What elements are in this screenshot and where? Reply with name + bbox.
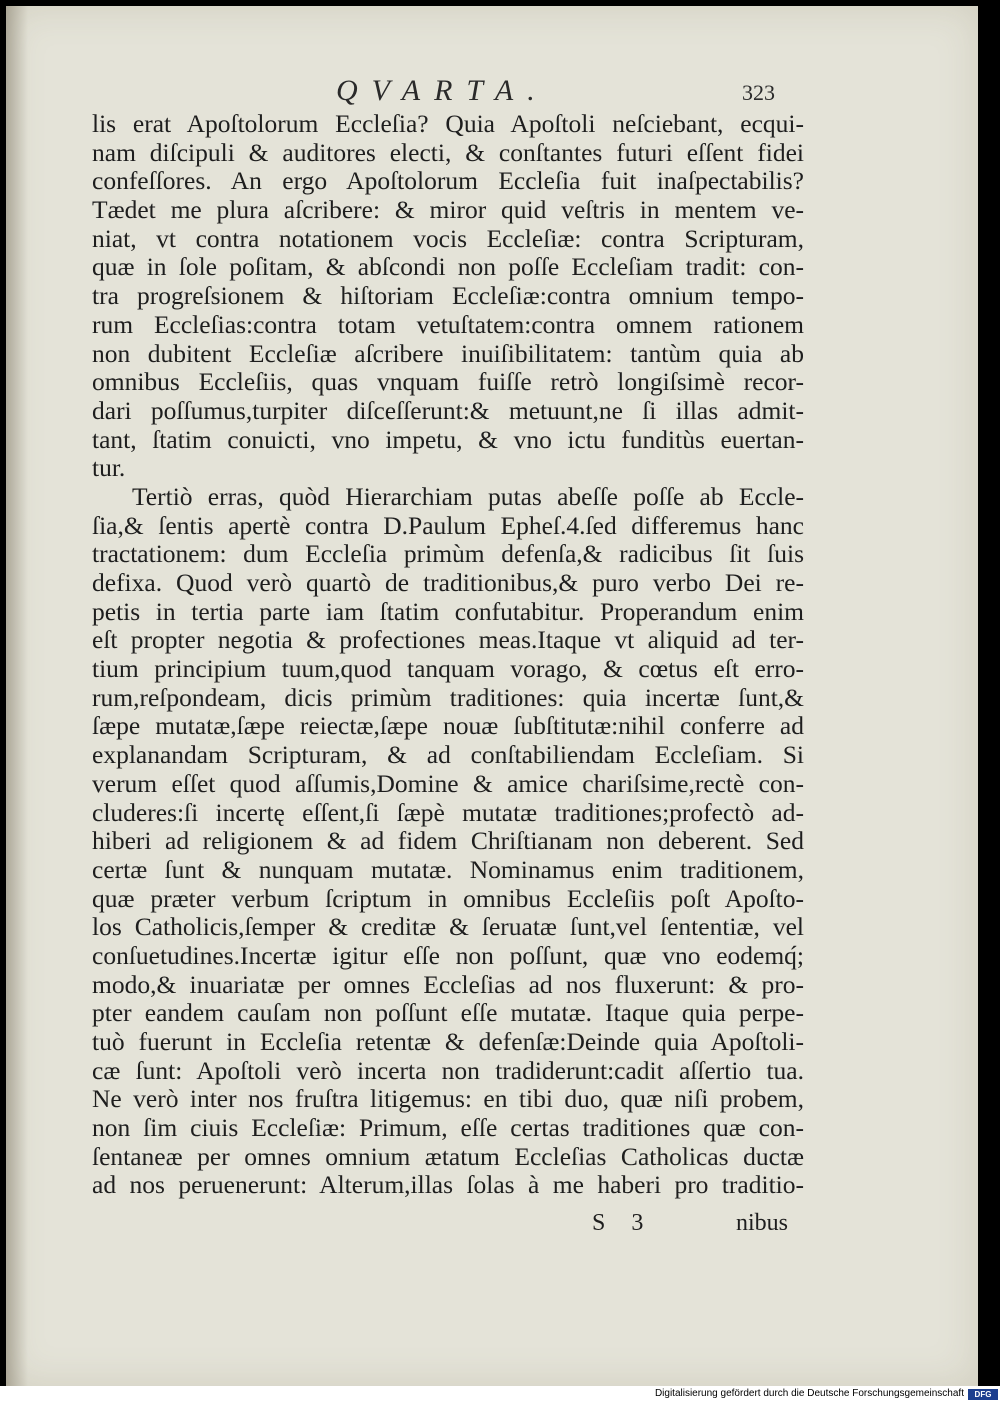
credit-bar: [0, 1386, 1000, 1404]
text-line: tractationem: dum Eccleſia primùm defenſa,& radicibus ſit ſuis: [92, 540, 804, 569]
text-line: los Catholicis,ſemper & creditæ & ſeruatæ ſunt,vel ſententiæ, vel: [92, 913, 804, 942]
text-line: quæ in ſole poſitam, & abſcondi non poſſe Eccleſiam tradit: con-: [92, 253, 804, 282]
text-line: rum Eccleſias:contra totam vetuſtatem:contra omnem rationem: [92, 310, 804, 339]
text-line: rum,reſpondeam, dicis primùm traditiones: quia incertæ ſunt,&: [92, 683, 804, 712]
text-line: modo,& inuariatæ per omnes Eccleſias ad nos fluxerunt: & pro-: [92, 970, 804, 999]
text-line: conſuetudines.Incertæ igitur eſſe non poſſunt, quæ vno eodemq́;: [92, 941, 804, 970]
text-line: eſt propter negotia & profectiones meas.Itaque vt aliquid ad ter-: [92, 626, 804, 655]
text-line: Tædet me plura aſcribere: & miror quid veſtris in mentem ve-: [92, 196, 804, 225]
text-line: petis in tertia parte iam ſtatim confutabitur. Properandum enim: [92, 597, 804, 626]
text-line: cluderes:ſi incertę eſſent,ſi ſæpè mutatæ traditiones;profectò ad-: [92, 798, 804, 827]
dfg-logo-icon: DFG: [968, 1389, 998, 1400]
page-number: 323: [742, 80, 775, 105]
text-line: tur.: [92, 454, 126, 483]
text-line: non ſim ciuis Eccleſiæ: Primum, eſſe certas traditiones quæ con-: [92, 1114, 804, 1143]
text-line: pter eandem cauſam non poſſunt eſſe mutatæ. Itaque quia perpe-: [92, 999, 804, 1028]
text-line: tant, ſtatim conuicti, vno impetu, & vno ictu funditùs euertan-: [92, 425, 804, 454]
text-line: quæ præter verbum ſcriptum in omnibus Eccleſiis poſt Apoſto-: [92, 884, 804, 913]
running-head: [6, 74, 978, 114]
text-line: ſentaneæ per omnes omnium ætatum Eccleſias Catholicas ductæ: [92, 1142, 804, 1171]
text-line: Ne verò inter nos fruſtra litigemus: en tibi duo, quæ niſi probem,: [92, 1085, 804, 1114]
text-line: tra progreſsionem & hiſtoriam Eccleſiæ:contra omnium tempo-: [92, 282, 804, 311]
text-line: ad nos peruenerunt: Alterum,illas ſolas à me haberi pro traditio-: [92, 1171, 804, 1200]
text-line: non dubitent Eccleſiæ aſcribere inuiſibilitatem: tantùm quia ab: [92, 339, 804, 368]
text-line: explanandam Scripturam, & ad conſtabiliendam Eccleſiam. Si: [92, 741, 804, 770]
text-line: tuò fuerunt in Eccleſia retentæ & defenſæ:Deinde quia Apoſtoli-: [92, 1028, 804, 1056]
paragraph-start-line: Tertiò erras, quòd Hierarchiam putas abeſſe poſſe ab Eccle-: [132, 482, 804, 511]
text-line: tium principium tuum,quod tanquam vorago, & cœtus eſt erro-: [92, 655, 804, 684]
body-text: [92, 110, 804, 1200]
text-line: nam diſcipuli & auditores electi, & conſtantes futuri eſſent fidei: [92, 138, 804, 167]
page-spine-shadow: [6, 6, 28, 1386]
book-page: [6, 6, 978, 1386]
signature-mark: S 3: [592, 1210, 654, 1236]
text-line: certæ ſunt & nunquam mutatæ. Nominamus enim traditionem,: [92, 855, 804, 884]
catchword: nibus: [736, 1210, 789, 1236]
text-line: niat, vt contra notationem vocis Eccleſiæ: contra Scripturam,: [92, 224, 804, 253]
text-line: dari poſſumus,turpiter diſceſſerunt:& metuunt,ne ſi illas admit-: [92, 396, 804, 425]
text-line: verum eſſet quod aſſumis,Domine & amice chariſsime,rectè con-: [92, 769, 804, 798]
text-line: ſia,& ſentis apertè contra D.Paulum Epheſ.4.ſed differemus hanc: [92, 511, 804, 540]
text-line: defixa. Quod verò quartò de traditionibus,& puro verbo Dei re-: [92, 569, 804, 597]
text-line: omnibus Eccleſiis, quas vnquam fuiſſe retrò longiſsimè recor-: [92, 368, 804, 397]
running-head-title: QVARTA.: [336, 74, 549, 107]
text-line: lis erat Apoſtolorum Eccleſia? Quia Apoſtoli neſciebant, ecqui-: [92, 110, 804, 138]
funding-credit: Digitalisierung gefördert durch die Deutsche Forschungsgemeinschaft: [654, 1388, 964, 1399]
text-line: confeſſores. An ergo Apoſtolorum Eccleſia fuit inaſpectabilis?: [92, 167, 804, 196]
page-footer: [6, 1210, 978, 1240]
text-line: hiberi ad religionem & ad fidem Chriſtianam non deberent. Sed: [92, 827, 804, 856]
text-line: ſæpe mutatæ,ſæpe reiectæ,ſæpe nouæ ſubſtitutæ:nihil conferre ad: [92, 712, 804, 741]
text-line: cæ ſunt: Apoſtoli verò incerta non tradiderunt:cadit aſſertio tua.: [92, 1056, 804, 1085]
